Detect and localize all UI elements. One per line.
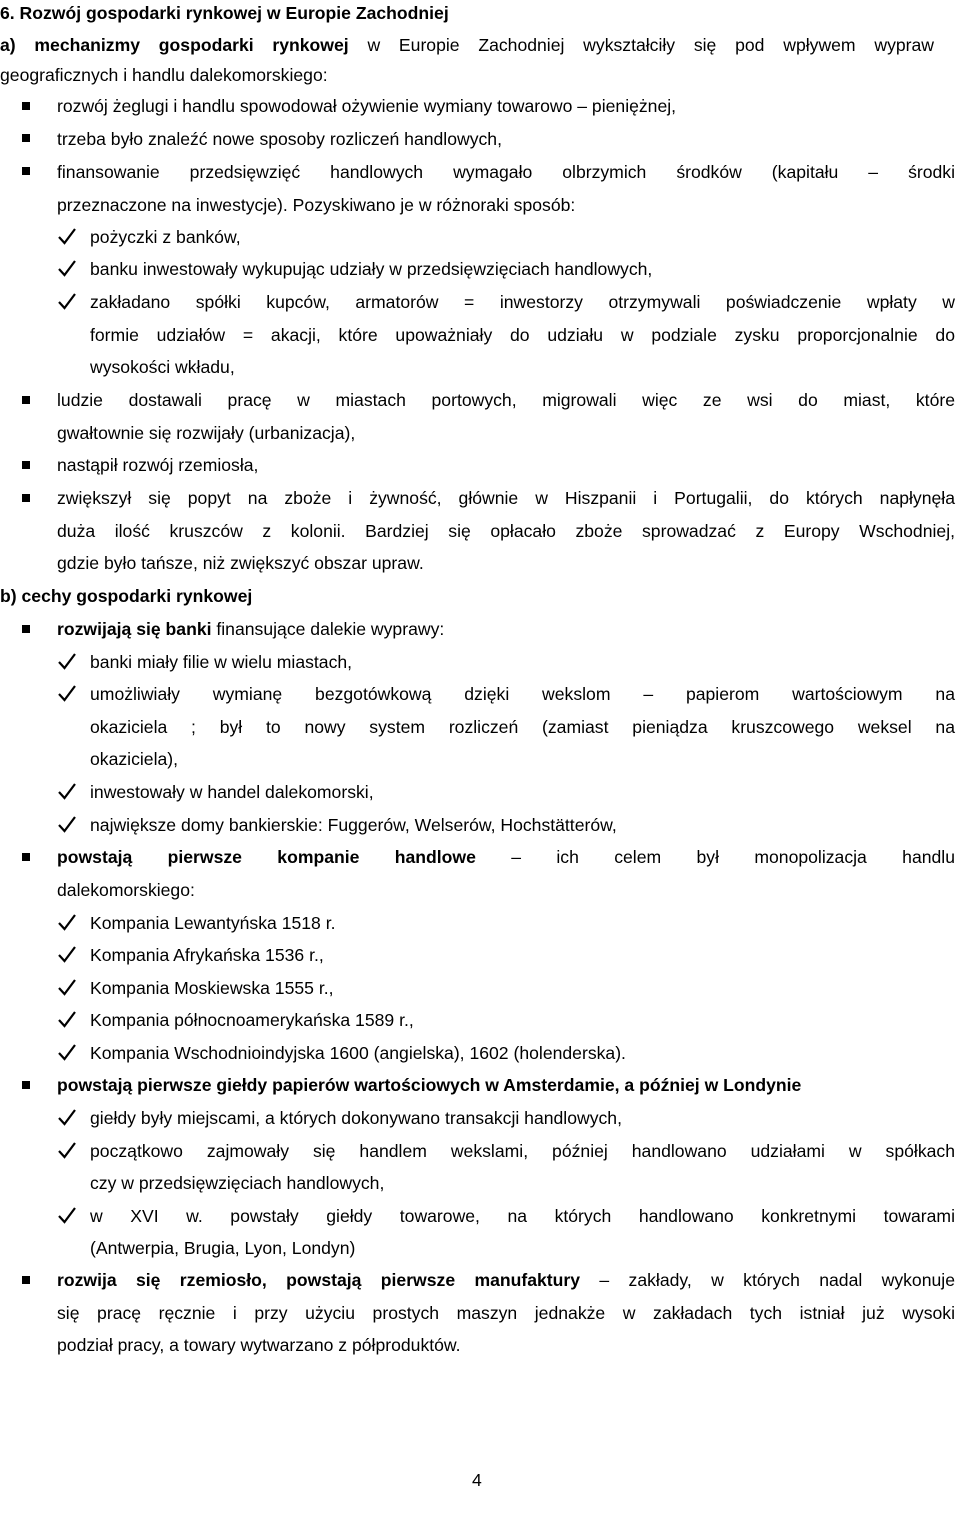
square-bullet-icon (22, 853, 30, 861)
check-item: giełdy były miejscami, a których dokonywano transakcji handlowych, (90, 1108, 622, 1128)
check-item: pożyczki z banków, (90, 227, 241, 247)
section-a-heading: a) mechanizmy gospodarki rynkowej (0, 35, 349, 55)
bullet-item-continued: dalekomorskiego: (57, 880, 195, 900)
square-bullet-icon (22, 134, 30, 142)
bullet-item-continued: gdzie było tańsze, niż zwiększyć obszar upraw. (57, 553, 424, 573)
bullet-item-continued: duża ilość kruszców z kolonii. Bardziej się opłacało zboże sprowadzać z Europy Wschodniej, (57, 521, 955, 541)
page-title: 6. Rozwój gospodarki rynkowej w Europie Zachodniej (0, 3, 449, 23)
checkmark-icon (57, 1009, 77, 1029)
bullet-item: ludzie dostawali pracę w miastach portowych, migrowali więc ze wsi do miast, które (57, 390, 955, 410)
checkmark-icon (57, 291, 77, 311)
check-item: Kompania północnoamerykańska 1589 r., (90, 1010, 414, 1030)
checkmark-icon (57, 258, 77, 278)
checkmark-icon (57, 977, 77, 997)
check-item: Kompania Lewantyńska 1518 r. (90, 913, 336, 933)
checkmark-icon (57, 912, 77, 932)
bullet-item: rozwój żeglugi i handlu spowodował ożywienie wymiany towarowo – pieniężnej, (57, 96, 677, 116)
check-item-continued: czy w przedsięwzięciach handlowych, (90, 1173, 385, 1193)
check-item-continued: (Antwerpia, Brugia, Lyon, Londyn) (90, 1238, 356, 1258)
bullet-item-text: – zakłady, w których nadal wykonuje (580, 1270, 955, 1290)
section-a-lead-line2: geograficznych i handlu dalekomorskiego: (0, 65, 328, 85)
checkmark-icon (57, 781, 77, 801)
square-bullet-icon (22, 396, 30, 404)
bullet-item (57, 616, 444, 642)
check-item: początkowo zajmowały się handlem wekslami, później handlowano udziałami w spółkach (90, 1141, 955, 1161)
bullet-item-continued: podział pracy, a towary wytwarzano z półproduktów. (57, 1335, 461, 1355)
square-bullet-icon (22, 625, 30, 633)
bullet-item-continued: przeznaczone na inwestycje). Pozyskiwano je w różnoraki sposób: (57, 195, 576, 215)
bullet-item: zwiększył się popyt na zboże i żywność, głównie w Hiszpanii i Portugalii, do których napłynęła (57, 488, 955, 508)
section-a-lead (0, 32, 934, 58)
checkmark-icon (57, 814, 77, 834)
check-item-continued: okaziciela), (90, 749, 179, 769)
bullet-item-bold: powstają pierwsze giełdy papierów wartościowych w Amsterdamie, a później w Londynie (57, 1075, 802, 1095)
checkmark-icon (57, 1042, 77, 1062)
check-item: w XVI w. powstały giełdy towarowe, na których handlowano konkretnymi towarami (90, 1206, 955, 1226)
check-item-continued: okaziciela ; był to nowy system rozliczeń (zamiast pieniądza kruszcowego weksel na (90, 717, 955, 737)
checkmark-icon (57, 683, 77, 703)
checkmark-icon (57, 1205, 77, 1225)
check-item: inwestowały w handel dalekomorski, (90, 782, 374, 802)
checkmark-icon (57, 944, 77, 964)
square-bullet-icon (22, 167, 30, 175)
checkmark-icon (57, 651, 77, 671)
bullet-item-continued: gwałtownie się rozwijały (urbanizacja), (57, 423, 356, 443)
bullet-item-continued: się pracę ręcznie i przy użyciu prostych maszyn jednakże w zakładach tych istniał już wysoki (57, 1303, 955, 1323)
check-item: zakładano spółki kupców, armatorów = inwestorzy otrzymywali poświadczenie wpłaty w (90, 292, 955, 312)
checkmark-icon (57, 226, 77, 246)
section-b-heading: b) cechy gospodarki rynkowej (0, 586, 253, 606)
check-item: Kompania Moskiewska 1555 r., (90, 978, 334, 998)
check-item: banku inwestowały wykupując udziały w przedsięwzięciach handlowych, (90, 259, 653, 279)
square-bullet-icon (22, 102, 30, 110)
square-bullet-icon (22, 461, 30, 469)
check-item-continued: formie udziałów = akacji, które upoważniały do udziału w podziale zysku proporcjonalnie do (90, 325, 955, 345)
check-item: największe domy bankierskie: Fuggerów, Welserów, Hochstätterów, (90, 815, 617, 835)
square-bullet-icon (22, 1081, 30, 1089)
check-item: Kompania Wschodnioindyjska 1600 (angielska), 1602 (holenderska). (90, 1043, 626, 1063)
check-item-continued: wysokości wkładu, (90, 357, 235, 377)
bullet-item-bold: rozwijają się banki (57, 619, 212, 639)
square-bullet-icon (22, 1276, 30, 1284)
bullet-item-bold: powstają pierwsze kompanie handlowe (57, 847, 476, 867)
check-item: Kompania Afrykańska 1536 r., (90, 945, 324, 965)
check-item: umożliwiały wymianę bezgotówkową dzięki wekslom – papierom wartościowym na (90, 684, 955, 704)
checkmark-icon (57, 1107, 77, 1127)
bullet-item (57, 844, 955, 870)
bullet-item-bold: rozwija się rzemiosło, powstają pierwsze manufaktury (57, 1270, 581, 1290)
bullet-item: trzeba było znaleźć nowe sposoby rozliczeń handlowych, (57, 129, 502, 149)
checkmark-icon (57, 1140, 77, 1160)
check-item: banki miały filie w wielu miastach, (90, 652, 353, 672)
square-bullet-icon (22, 494, 30, 502)
bullet-item (57, 1267, 955, 1293)
bullet-item-text: finansujące dalekie wyprawy: (211, 619, 445, 639)
page-number: 4 (472, 1470, 482, 1490)
section-a-lead-text: w Europie Zachodniej wykształciły się pod wpływem wypraw (348, 35, 934, 55)
bullet-item: finansowanie przedsięwzięć handlowych wymagało olbrzymich środków (kapitału – środki (57, 162, 955, 182)
bullet-item: nastąpił rozwój rzemiosła, (57, 455, 259, 475)
bullet-item-text: – ich celem był monopolizacja handlu (475, 847, 955, 867)
